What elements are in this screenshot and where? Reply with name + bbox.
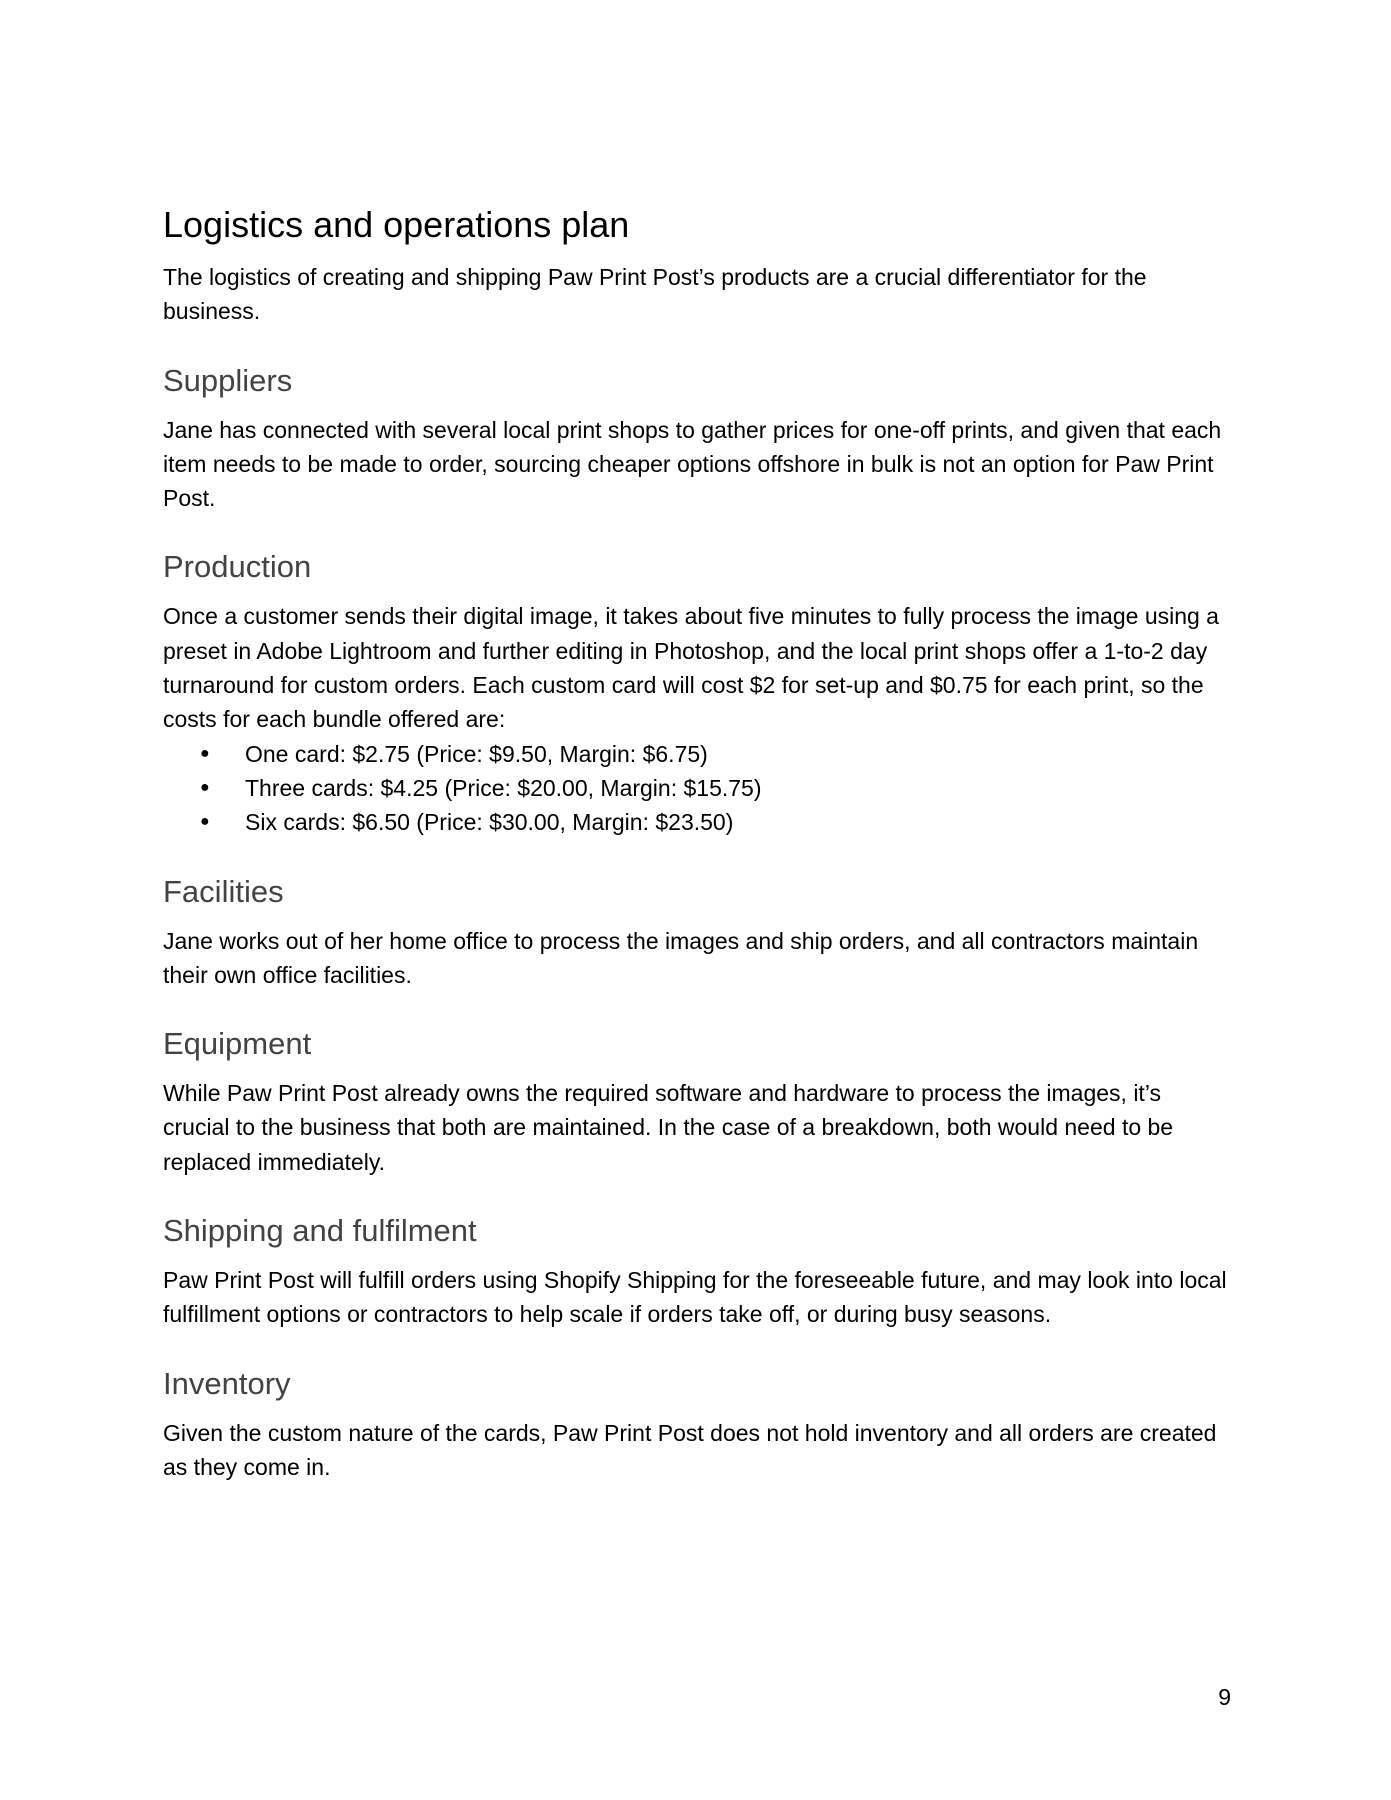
shipping-heading: Shipping and fulfilment — [163, 1213, 477, 1249]
bullet-icon: ● — [200, 813, 210, 831]
production-heading: Production — [163, 549, 312, 585]
intro-paragraph: The logistics of creating and shipping Paw Print Post’s products are a crucial differentiator for the business. — [163, 264, 1147, 325]
facilities-heading: Facilities — [163, 873, 284, 909]
page-title: Logistics and operations plan — [163, 204, 630, 245]
page-number: 9 — [1218, 1684, 1231, 1710]
list-item: ● Six cards: $6.50 (Price: $30.00, Margin: $23.50) — [163, 805, 1233, 839]
inventory-heading: Inventory — [163, 1365, 291, 1401]
suppliers-paragraph: Jane has connected with several local print shops to gather prices for one-off prints, and given that each item needs to be made to order, sourcing cheaper options offshore in bulk is not an option for Paw Print Post. — [163, 416, 1222, 512]
equipment-heading: Equipment — [163, 1026, 312, 1062]
bullet-icon: ● — [200, 778, 210, 796]
equipment-paragraph: While Paw Print Post already owns the required software and hardware to process the images, it’s crucial to the business that both are maintained. In the case of a breakdown, both would need to be replaced immediately. — [163, 1080, 1174, 1175]
document-page — [163, 203, 1233, 1484]
production-paragraph: Once a customer sends their digital image, it takes about five minutes to fully process the image using a preset in Adobe Lightroom and further editing in Photoshop, and the local print shops offer a 1-to-2 day turnaround for custom orders. Each custom card will cost $2 for set-up and $0.75 for each print, so the costs for each bundle offered are: — [163, 603, 1219, 733]
shipping-paragraph: Paw Print Post will fulfill orders using Shopify Shipping for the foreseeable future, and may look into local fulfillment options or contractors to help scale if orders take off, or during busy seasons. — [163, 1267, 1227, 1328]
facilities-paragraph: Jane works out of her home office to process the images and ship orders, and all contractors maintain their own office facilities. — [163, 927, 1199, 988]
list-item: ● One card: $2.75 (Price: $9.50, Margin: $6.75) — [163, 737, 1233, 771]
inventory-paragraph: Given the custom nature of the cards, Paw Print Post does not hold inventory and all orders are created as they come in. — [163, 1419, 1217, 1480]
suppliers-heading: Suppliers — [163, 362, 293, 398]
list-item: ● Three cards: $4.25 (Price: $20.00, Margin: $15.75) — [163, 771, 1233, 805]
bullet-icon: ● — [200, 744, 210, 762]
bundle-cost-list — [163, 737, 1233, 840]
